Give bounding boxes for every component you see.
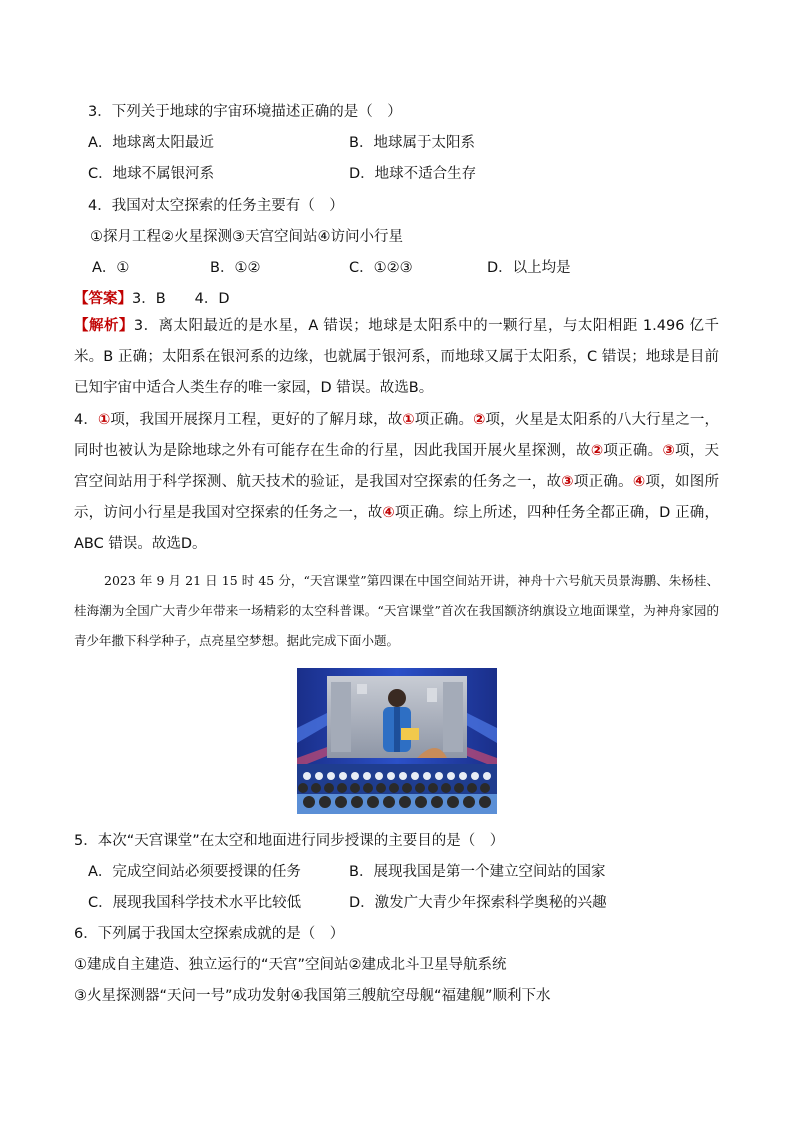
exp4-circled-number: ① [97,412,111,428]
exp4-circled-number: ① [402,412,415,428]
exp4-part: 项，天宫空间站用于科学探测、航天技术的验证，是我国对空探索的任务之一，故 [74,443,720,490]
answer-tag: 【答案】 [74,291,132,307]
exp4-part: 项正确。 [573,474,633,490]
explanation-3 [74,311,719,404]
question-5-option-b: B．展现我国是第一个建立空间站的国家 [349,864,606,880]
question-4-option-d: D．以上均是 [487,260,571,276]
exp4-part: 项正确。 [414,412,474,428]
question-6-statements-1: ①建成自主建造、独立运行的“天宫”空间站②建成北斗卫星导航系统 [74,957,507,973]
answer-line [74,289,230,309]
exp4-part: 项正确。综上所述，四种任务全都正确，D 正确，ABC 错误。故选D。 [74,505,719,552]
question-4-statements: ①探月工程②火星探测③天宫空间站④访问小行星 [90,229,403,245]
question-3-stem: 3．下列关于地球的宇宙环境描述正确的是（ ） [88,104,402,120]
question-3-option-b: B．地球属于太阳系 [349,135,475,151]
material-paragraph: 2023 年 9 月 21 日 15 时 45 分，“天宫课堂”第四课在中国空间站开讲，神舟十六号航天员景海鹏、朱杨桂、桂海潮为全国广大青少年带来一场精彩的太空科普课。“天宫课堂”首次在我国额济纳旗设立地面课堂，为神舟家园的青少年撒下科学种子，点亮星空梦想。据此完成下面小题。 [74,573,719,648]
question-5-option-a: A．完成空间站必须要授课的任务 [88,864,301,880]
exp4-part: 项，我国开展探月工程，更好的了解月球，故 [110,412,403,428]
exp4-part: 项正确。 [603,443,663,459]
question-3-option-c: C．地球不属银河系 [88,166,215,182]
exp4-part: 4． [74,412,98,428]
question-3-option-a: A．地球离太阳最近 [88,135,214,151]
question-5-stem: 5．本次“天宫课堂”在太空和地面进行同步授课的主要目的是（ ） [74,833,505,849]
question-5-option-d: D．激发广大青少年探索科学奥秘的兴趣 [349,895,607,911]
exp4-circled-number: ④ [632,474,646,490]
question-3-option-d: D．地球不适合生存 [349,166,477,182]
exp4-circled-number: ③ [662,443,675,459]
question-5-option-c: C．展现我国科学技术水平比较低 [88,895,302,911]
exp4-part: 项，如图所示，访问小行星是我国对空探索的任务之一，故 [74,474,720,521]
exp4-circled-number: ② [473,412,486,428]
question-4-option-c: C．①②③ [349,260,413,276]
question-4-stem: 4．我国对太空探索的任务主要有（ ） [88,198,344,214]
question-4-option-a: A．① [92,260,130,276]
question-4-option-b: B．①② [210,260,261,276]
question-6-stem: 6．下列属于我国太空探索成就的是（ ） [74,926,345,942]
answer-text: 3．B 4．D [132,291,230,307]
question-6-statements-2: ③火星探测器“天问一号”成功发射④我国第三艘航空母舰“福建舰”顺利下水 [74,988,551,1004]
explanation-tag: 【解析】 [74,318,134,334]
tiangong-classroom-photo [297,668,497,814]
exp4-part: 项，火星是太阳系的八大行星之一，同时也被认为是除地球之外有可能存在生命的行星，因此我国开展火星探测，故 [74,412,720,459]
explanation-3-text: 3．离太阳最近的是水星，A 错误；地球是太阳系中的一颗行星，与太阳相距 1.496 亿千米。B 正确；太阳系在银河系的边缘，也就属于银河系，而地球又属于太阳系，C 错误；地球是目前已知宇宙中适合人类生存的唯一家园，D 错误。故选B。 [74,318,719,396]
exp4-circled-number: ③ [561,474,574,490]
exp4-circled-number: ② [590,443,604,459]
explanation-4 [74,405,719,560]
exp4-circled-number: ④ [382,505,395,521]
